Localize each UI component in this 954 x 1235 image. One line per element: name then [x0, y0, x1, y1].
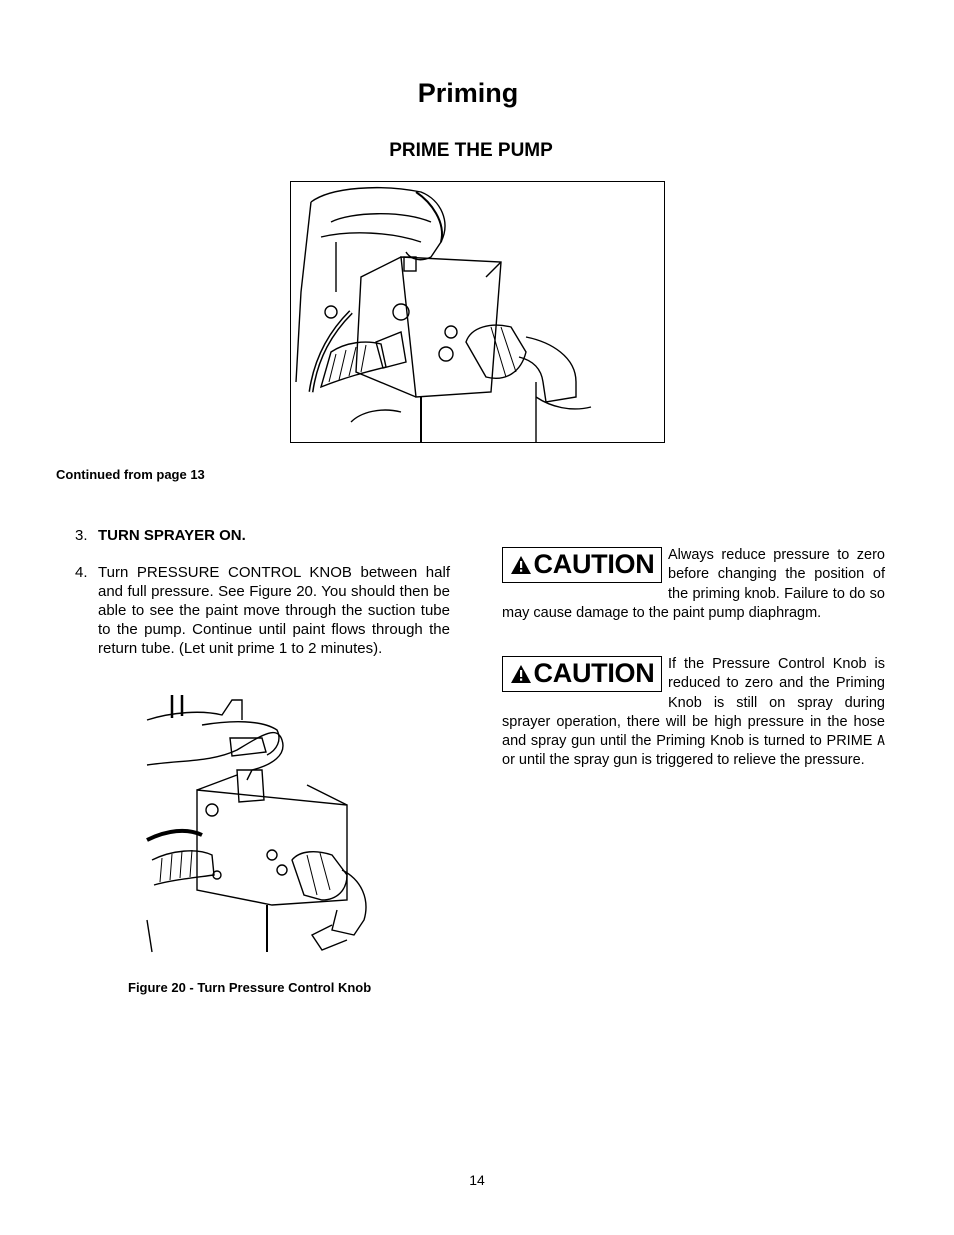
page-title: Priming	[417, 78, 519, 108]
caution-text-end: or until the spray gun is triggered to relieve the pressure.	[502, 752, 865, 769]
caution-block	[502, 546, 885, 623]
caution-text: Always reduce pressure to zero before changing the position of the priming knob. Failure to do so may cause damage to the paint pump diaphragm.	[502, 547, 885, 621]
warning-triangle-icon	[510, 664, 532, 684]
warning-triangle-icon	[510, 555, 532, 575]
caution-label-text: CAUTION	[533, 549, 655, 580]
continued-note: Continued from page 13	[56, 467, 205, 482]
step-number: 4.	[75, 564, 88, 581]
caution-label	[502, 547, 662, 583]
caution-label-text: CAUTION	[533, 658, 655, 689]
prime-symbol: A	[877, 734, 885, 750]
step-text: TURN SPRAYER ON.	[98, 527, 246, 544]
caution-label	[502, 656, 662, 692]
step-item	[75, 526, 450, 545]
step-list	[75, 526, 450, 658]
pressure-knob-illustration	[142, 690, 382, 955]
step-number: 3.	[75, 527, 88, 544]
step-text: Turn PRESSURE CONTROL KNOB between half and full pressure. See Figure 20. You should then be able to see the paint move through the suction tube to the pump. Continue until paint flows through the return tube. (Let unit prime 1 to 2 minutes).	[98, 564, 450, 657]
page-number: 14	[469, 1172, 485, 1188]
priming-knob-illustration	[290, 181, 665, 443]
figure-caption: Figure 20 - Turn Pressure Control Knob	[128, 980, 372, 995]
caution-text: If the Pressure Control Knob is reduced to zero and the Priming Knob is still on spray during sprayer operation, there will be high pressure in the hose and spray gun until the Priming Knob is turned to PRIME	[502, 656, 885, 750]
section-title: PRIME THE PUMP	[389, 140, 553, 161]
caution-block	[502, 655, 885, 771]
step-item	[75, 563, 450, 658]
